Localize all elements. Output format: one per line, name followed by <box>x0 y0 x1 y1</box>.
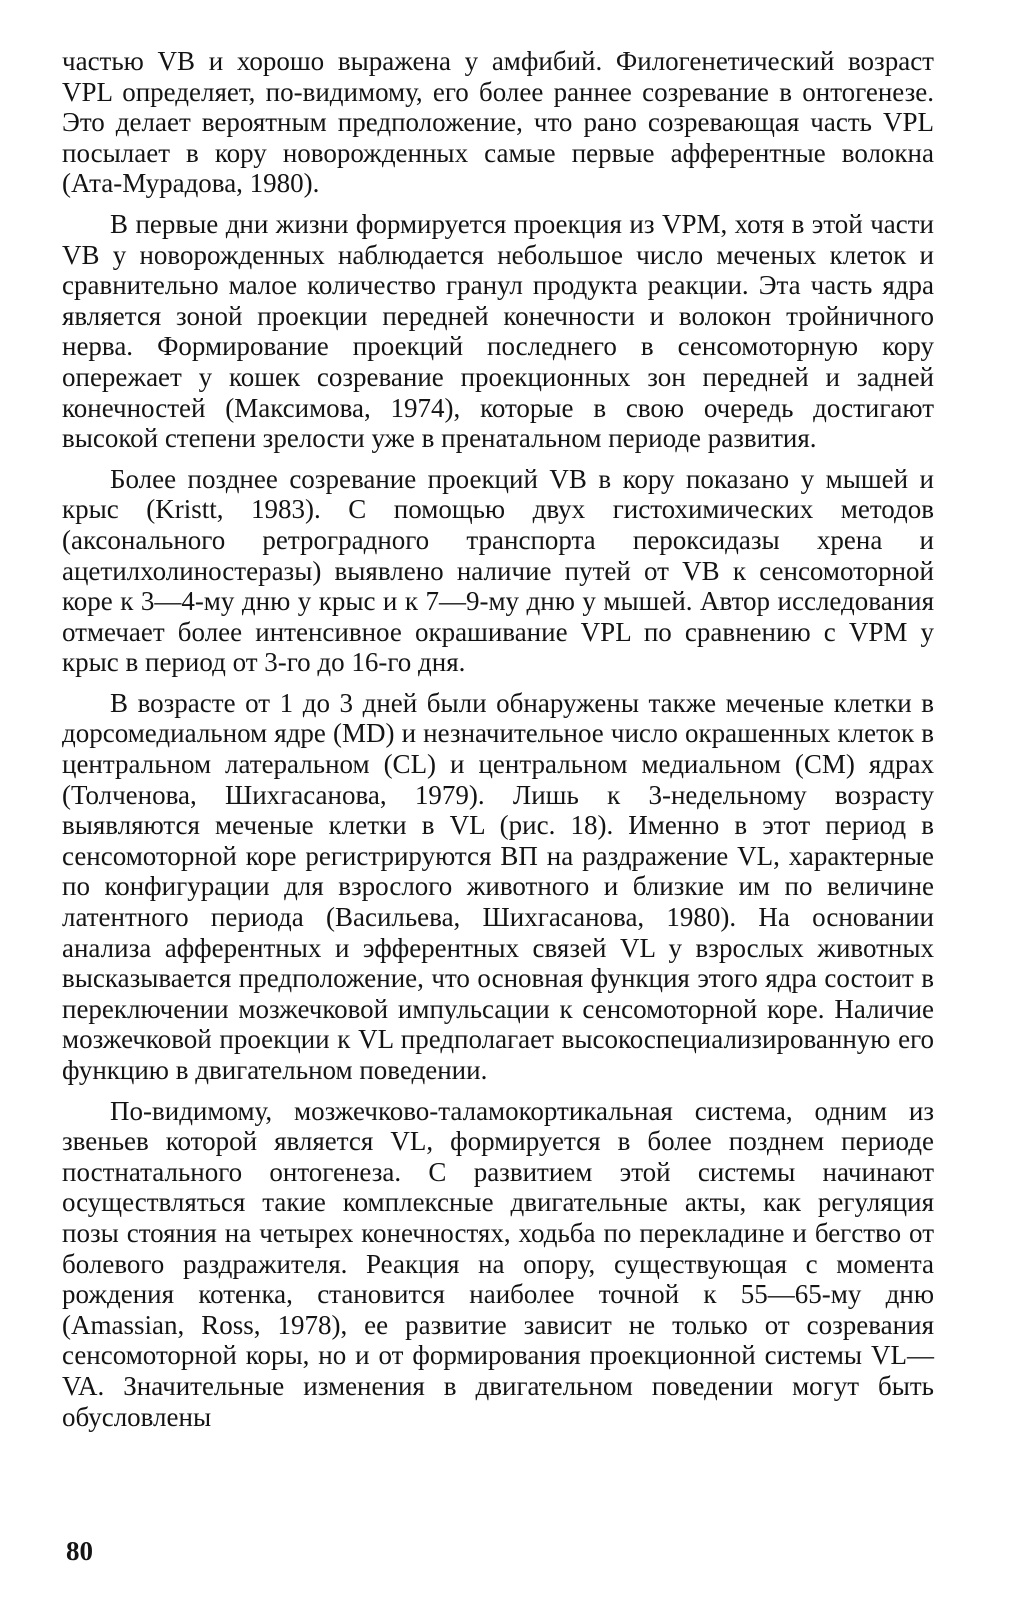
paragraph-5: По-видимому, мозжечково-таламокортикальная система, одним из звеньев которой является VL, формируется в более позднем периоде постнатального онтогенеза. С развитием этой системы начинают осуществляться такие комплексные двигательные акты, как регуляция позы стояния на четырех конечностях, ходьба по перекладине и бегство от болевого раздражителя. Реакция на опору, существующая с момента рождения котенка, становится наиболее точной к 55—65-му дню (Amassian, Ross, 1978), ее развитие зависит не только от созревания сенсомоторной коры, но и от формирования проекционной системы VL—VA. Значительные изменения в двигательном поведении могут быть обусловлены <box>62 1095 934 1432</box>
paragraph-3: Более позднее созревание проекций VB в кору показано у мышей и крыс (Kristt, 1983). С помощью двух гистохимических методов (аксонального ретроградного транспорта пероксидазы хрена и ацетилхолиностеразы) выявлено наличие путей от VB к сенсомоторной коре к 3—4-му дню у крыс и к 7—9-му дню у мышей. Автор исследования отмечает более интенсивное окрашивание VPL по сравнению с VPM у крыс в период от 3-го до 16-го дня. <box>62 463 934 678</box>
paragraph-4: В возрасте от 1 до 3 дней были обнаружены также меченые клетки в дорсомедиальном ядре (MD) и незначительное число окрашенных клеток в центральном латеральном (CL) и центральном медиальном (CM) ядрах (Толченова, Шихгасанова, 1979). Лишь к 3-недельному возрасту выявляются меченые клетки в VL (рис. 18). Именно в этот период в сенсомоторной коре регистрируются ВП на раздражение VL, характерные по конфигурации для взрослого животного и близкие им по величине латентного периода (Васильева, Шихгасанова, 1980). На основании анализа афферентных и эфферентных связей VL у взрослых животных высказывается предположение, что основная функция этого ядра состоит в переключении мозжечковой импульсации к сенсомоторной коре. Наличие мозжечковой проекции к VL предполагает высокоспециализированную его функцию в двигательном поведении. <box>62 687 934 1085</box>
page-number: 80 <box>66 1536 93 1566</box>
paragraph-2: В первые дни жизни формируется проекция из VPM, хотя в этой части VB у новорожденных наблюдается небольшое число меченых клеток и сравнительно малое количество гранул продукта реакции. Эта часть ядра является зоной проекции передней конечности и волокон тройничного нерва. Формирование проекций последнего в сенсомоторную кору опережает у кошек созревание проекционных зон передней и задней конечностей (Максимова, 1974), которые в свою очередь достигают высокой степени зрелости уже в пренатальном периоде развития. <box>62 208 934 454</box>
paragraph-1: частью VB и хорошо выражена у амфибий. Филогенетический возраст VPL определяет, по-видимому, его более раннее созревание в онтогенезе. Это делает вероятным предположение, что рано созревающая часть VPL посылает в кору новорожденных самые первые афферентные волокна (Ата-Мурадова, 1980). <box>62 46 934 199</box>
page-body <box>62 46 934 1442</box>
